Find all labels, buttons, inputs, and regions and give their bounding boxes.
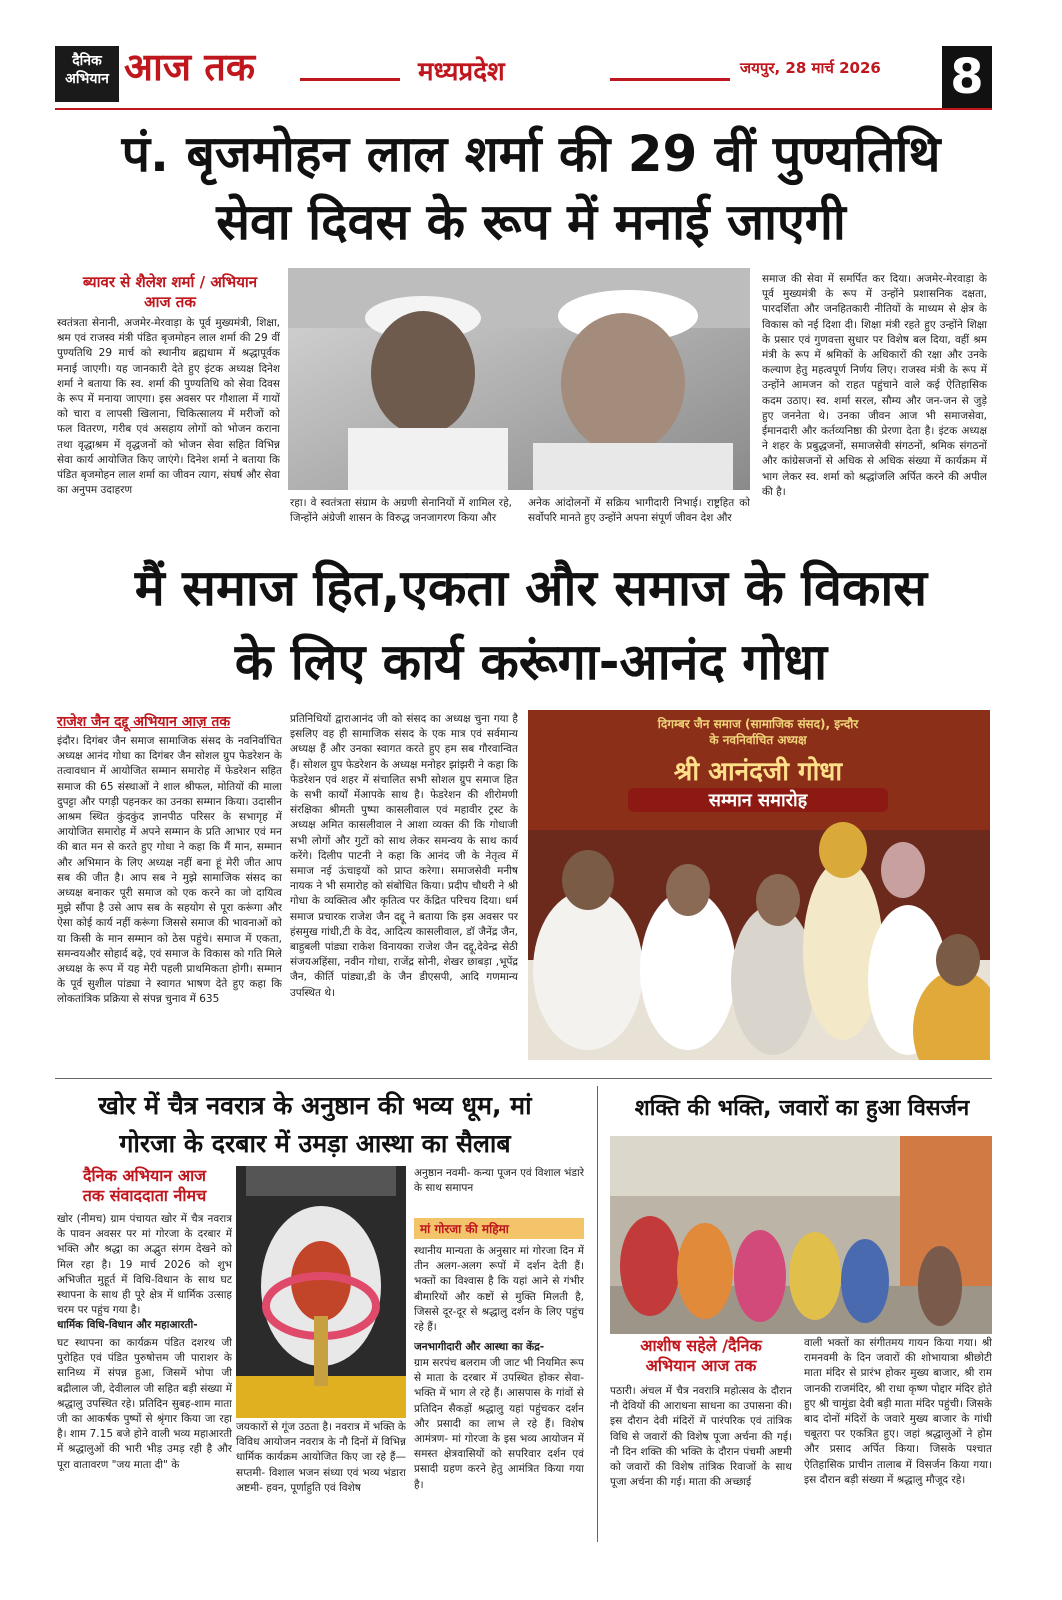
banner-name: श्री आनंदजी गोधा — [673, 757, 843, 787]
story1-byline-line2: आज तक — [144, 293, 196, 311]
story4-col2: वाली भक्तों का संगीतमय गायन किया गया। श्री रामनवमी के दिन जवारों की शोभायात्रा श्रीछोटी माता मंदिर से प्रारंभ होकर मुख्य बाजार, श्री राम जानकी राजमंदिर, श्री राधा कृष्ण पोद्दार मंदिर होते हुए श्री चामुंडा देवी बड़ी माता मंदिर पहुंची। जिसके बाद दोनों मंदिरों के जवारे मुख्य बाजार के गांधी चबूतरा पर एकत्रित हुए। जहां श्रद्धालुओं ने होम और प्रसाद अर्पित किया। जिसके पश्चात ऐतिहासिक प्राचीन तालाब में विसर्जन किया गया। इस दौरान बड़ी संख्या में श्रद्धालु मौजूद रहे। — [804, 1337, 992, 1486]
masthead-rule-left — [300, 78, 400, 81]
story1-photo — [288, 268, 750, 490]
story2-photo — [528, 710, 990, 1060]
story2-headline-line1: मैं समाज हित,एकता और समाज के विकास — [134, 559, 928, 617]
banner-subtitle — [608, 716, 908, 748]
masthead-box-line1: दैनिक — [72, 53, 102, 69]
story4-byline-line1: आशीष सहेले /दैनिक — [640, 1336, 762, 1355]
story3-col1: खोर (नीमच) ग्राम पंचायत खोर में चैत्र नवरात्र के पावन अवसर पर मां गोरजा के दरबार में भक्ति और श्रद्धा का अद्भुत संगम देखने को मिल रहा है। 19 मार्च 2026 को शुभ अभिजीत मुहूर्त में विधि-विधान के साथ घट स्थापना के साथ ही पूरे क्षेत्र में धार्मिक उत्साह चरम पर पहुंच गया है। — [57, 1213, 232, 1316]
story4-photo — [610, 1136, 992, 1334]
story1-col3: अनेक आंदोलनों में सक्रिय भागीदारी निभाई। राष्ट्रहित को सर्वोपरि मानते हुए उन्होंने अपना संपूर्ण जीवन देश और — [528, 497, 750, 525]
banner-event: सम्मान समारोह — [628, 788, 888, 812]
story2-col2: प्रतिनिधियों द्वाराआनंद जी को संसद का अध्यक्ष चुना गया है इसलिए वह ही सामाजिक संसद के एक मात्र एवं सर्वमान्य अध्यक्ष हैं और उनका स्वागत करते हुए हम सब गौरवान्वित हैं। सोशल ग्रुप फेडरेशन के अध्यक्ष मनोहर झांझरी ने कहा कि फेडरेशन एवं शहर में संचालित सभी सोशल ग्रुप समाज हित के सभी कार्यों मेंआपके साथ है। फेडरेशन की शीरोमणी संरक्षिका श्रीमती पुष्पा कासलीवाल एवं महावीर ट्रस्ट के अध्यक्ष अमित कासलीवाल ने आशा व्यक्त की कि गोधाजी सभी लोगों और गुटों को साथ लेकर समन्वय के साथ कार्य करेंगे। दिलीप पाटनी ने कहा कि आनंद जी के नेतृत्व में समाज नई ऊंचाइयों को प्राप्त करेगा। समाजसेवी मनीष नायक ने भी समारोह को संबोधित किया। प्रदीप चौधरी ने श्री गोधा के व्यक्तित्व और कृतित्व पर केंद्रित परिचय दिया। धर्म समाज प्रचारक राजेश जैन दद्दू ने बताया कि इस अवसर पर हंसमुख गांधी,टी के वेद, आदित्य कासलीवाल, डॉ जैनेंद्र जैन, बाहुबली पांड्या राकेश विनायका राजेश जैन दद्दू,देवेन्द्र सेठी संजयअहिंसा, नवीन गोधा, राजेंद्र सोनी, शेखर छाबड़ा ,भूपेंद्र जैन, कीर्ति पांड्या,डी के जैन डीएसपी, आदि गणमान्य उपस्थित थे। — [290, 713, 518, 999]
story3-headline-line2: गोरजा के दरबार में उमड़ा आस्था का सैलाब — [119, 1129, 511, 1158]
story3-subhead2: जनभागीदारी और आस्था का केंद्र- — [414, 1341, 545, 1353]
story1-col4: समाज की सेवा में समर्पित कर दिया। अजमेर-मेरवाड़ा के पूर्व मुख्यमंत्री के रूप में उन्होंने प्रशासनिक दक्षता, पारदर्शिता और जनहितकारी नीतियों के माध्यम से क्षेत्र के विकास को नई दिशा दी। शिक्षा मंत्री रहते हुए उन्होंने शिक्षा के प्रसार एवं गुणवत्ता सुधार पर विशेष बल दिया, वहीं श्रम मंत्री के रूप में श्रमिकों के अधिकारों की रक्षा और उनके कल्याण हेतु महत्वपूर्ण निर्णय लिए। राजस्व मंत्री के रूप में उन्होंने आमजन को राहत पहुंचाने वाले कई ऐतिहासिक कदम उठाए। स्व. शर्मा सरल, सौम्य और जन-जन से जुड़े हुए जननेता थे। उनका जीवन आज भी समाजसेवा, ईमानदारी और कर्तव्यनिष्ठा की प्रेरणा देता है। इंटक अध्यक्ष ने शहर के प्रबुद्धजनों, समाजसेवी संगठनों, श्रमिक संगठनों और कांग्रेसजनों से अधिक से अधिक संख्या में कार्यक्रम में भाग लेकर स्व. शर्मा को श्रद्धांजलि अर्पित करने की अपील की है। — [762, 273, 987, 498]
story1-headline-line2: सेवा दिवस के रूप में मनाई जाएगी — [216, 193, 846, 251]
story2-byline: राजेश जैन दद्दू अभियान आज़ तक — [57, 714, 231, 730]
portrait-photo — [288, 268, 750, 490]
story1-col2: रहा। वे स्वतंत्रता संग्राम के अग्रणी सेनानियों में शामिल रहे, जिन्होंने अंग्रेजी शासन के विरुद्ध जनजागरण किया और — [290, 497, 512, 525]
masthead-underline — [55, 108, 992, 110]
story3-col3a: अनुष्ठान नवमी- कन्या पूजन एवं विशाल भंडारे के साथ समापन — [414, 1167, 584, 1195]
masthead-logo-box — [55, 46, 119, 102]
masthead-box-line2: अभियान — [65, 71, 109, 87]
story1-col1: स्वतंत्रता सेनानी, अजमेर-मेरवाड़ा के पूर्व मुख्यमंत्री, शिक्षा, श्रम एवं राजस्व मंत्री पंडित बृजमोहन लाल शर्मा की 29 वीं पुण्यतिथि 29 मार्च को स्थानीय ब्रह्मधाम में श्रद्धापूर्वक मनाई जाएगी। यह जानकारी देते हुए इंटक अध्यक्ष दिनेश शर्मा ने बताया कि स्व. शर्मा की पुण्यतिथि को सेवा दिवस के रूप में मनाया जाएगा। इस अवसर पर गौशाला में गायों को चारा व लापसी खिलाना, चिकित्सालय में मरीजों को फल वितरण, गरीब एवं असहाय लोगों को भोजन कराना तथा वृद्धाश्रम में वृद्धजनों को भोजन सेवा सहित विभिन्न सेवा कार्य आयोजित किए जाएंगे। दिनेश शर्मा ने बताया कि पंडित बृजमोहन लाल शर्मा का जीवन त्याग, संघर्ष और सेवा का अनुपम उदाहरण — [57, 317, 280, 497]
procession-photo — [610, 1136, 992, 1334]
page-number: 8 — [942, 46, 992, 108]
story1-byline — [60, 272, 280, 312]
story3-photo — [236, 1166, 406, 1418]
story3-subhead1: धार्मिक विधि-विधान और महाआरती- — [57, 1319, 198, 1331]
column-divider — [597, 1086, 598, 1542]
section-divider — [55, 1078, 992, 1079]
banner-line1: दिगम्बर जैन समाज (सामाजिक संसद), इन्दौर — [657, 717, 859, 731]
story3-byline-line2: तक संवाददाता नीमच — [82, 1186, 207, 1205]
story2-col1: इंदौर। दिगंबर जैन समाज सामाजिक संसद के नवनिर्वाचित अध्यक्ष आनंद गोधा का दिगंबर जैन सोशल ग्रुप फेडरेशन के तत्वावधान में आयोजित सम्मान समारोह में फेडरेशन सहित समाज की 65 संस्थाओं ने शाल श्रीफल, मोतियों की माला दुपट्टा और पगड़ी पहनकर का उनका सम्मान किया। उदासीन आश्रम स्थित कुंदकुंद ज्ञानपीठ परिसर के सभागृह में आयोजित समारोह में अपने सम्मान के प्रति आभार एवं मन की बात मन से करते हुए गोधा ने कहा कि मैं मान, सम्मान और अभिमान के लिए अध्यक्ष नहीं बना हूं मेरी जीत आप सब की जीत है। आप सब ने मुझे सामाजिक संसद का अध्यक्ष बनाकर पूरी समाज को एक करने का जो दायित्व मुझे सौंपा है उसे आप सब के सहयोग से पूरा करूंगा और ऐसा कोई कार्य नहीं करूंगा जिससे समाज की भावनाओं को या किसी के मान सम्मान को ठेस पहुंचे। समाज में एकता, समन्वयऔर सोहार्द बढ़े, एवं समाज के विकास को गति मिले अध्यक्ष के रूप में यह मेरी पहली प्राथमिकता होगी। सम्मान के पूर्व सुशील पांड्या ने स्वागत भाषण देते हुए कहा कि लोकतांत्रिक प्रक्रिया से संपन्न चुनाव में 635 — [57, 735, 282, 1006]
story3-byline-line1: दैनिक अभियान आज — [82, 1166, 207, 1185]
story4-byline — [610, 1336, 792, 1376]
banner-line2: के नवनिर्वाचित अध्यक्ष — [709, 733, 807, 747]
story1-byline-line1: ब्यावर से शैलेश शर्मा / अभियान — [82, 273, 258, 291]
story3-col3b: स्थानीय मान्यता के अनुसार मां गोरजा दिन में तीन अलग-अलग रूपों में दर्शन देती हैं। भक्तों का विश्वास है कि यहां आने से गंभीर बीमारियों और कष्टों से मुक्ति मिलती है, जिससे दूर-दूर से श्रद्धालु दर्शन के लिए पहुंच रहे हैं। — [414, 1245, 584, 1334]
goddess-shrine-photo — [236, 1166, 406, 1418]
section-name: मध्यप्रदेश — [418, 57, 505, 87]
story4-col1: पठारी। अंचल में चैत्र नवरात्रि महोत्सव के दौरान नौ देवियों की आराधना साधना का उपासना की। इस दौरान देवी मंदिरों में पारंपरिक एवं तांत्रिक विधि से जवारों की विशेष पूजा अर्चना की गई। नौ दिन शक्ति की भक्ति के दौरान पंचमी अष्टमी को जवारों की विशेष तांत्रिक रिवाजों के साथ पूजा अर्चना की गई। माता की अच्छाई — [610, 1385, 792, 1489]
story3-col1b: घट स्थापना का कार्यक्रम पंडित दशरथ जी पुरोहित एवं पंडित पुरुषोत्तम जी पाराशर के सानिध्य में संपन्न हुआ, जिसमें भोपा जी बद्रीलाल जी, देवीलाल जी सहित बड़ी संख्या में श्रद्धालु उपस्थित रहे। प्रतिदिन सुबह-शाम माता जी का आकर्षक पुष्पों से श्रृंगार किया जा रहा है। शाम 7.15 बजे होने वाली भव्य महाआरती में श्रद्धालुओं की भारी भीड़ उमड़ रही है और पूरा वातावरण "जय माता दी" के — [57, 1337, 232, 1471]
story4-byline-line2: अभियान आज तक — [645, 1356, 757, 1375]
story3-byline — [57, 1166, 232, 1206]
story3-tag: मां गोरजा की महिमा — [414, 1218, 584, 1239]
masthead-rule-right — [610, 78, 730, 81]
story2-headline-line2: के लिए कार्य करूंगा-आनंद गोधा — [234, 633, 828, 691]
story3-col2: जयकारों से गूंज उठता है। नवरात्र में भक्ति के विविध आयोजन नवरात्र के नौ दिनों में विभिन्न धार्मिक कार्यक्रम आयोजित किए जा रहे हैं— सप्तमी- विशाल भजन संध्या एवं भव्य भंडारा अष्टमी- हवन, पूर्णाहुति एवं विशेष — [236, 1421, 406, 1494]
masthead-title: आज तक — [124, 44, 256, 89]
story3-headline-line1: खोर में चैत्र नवरात्र के अनुष्ठान की भव्य धूम, मां — [98, 1091, 532, 1120]
story4-headline: शक्ति की भक्ति, जवारों का हुआ विसर्जन — [634, 1096, 970, 1121]
story1-headline-line1: पं. बृजमोहन लाल शर्मा की 29 वीं पुण्यतिथि — [121, 125, 941, 183]
dateline: जयपुर, 28 मार्च 2026 — [740, 59, 881, 77]
story3-col3c: ग्राम सरपंच बलराम जी जाट भी नियमित रूप से माता के दरबार में उपस्थित होकर सेवा-भक्ति में भाग ले रहे हैं। आसपास के गांवों से प्रतिदिन सैकड़ों श्रद्धालु यहां पहुंचकर दर्शन और प्रसादी का लाभ ले रहे हैं। विशेष आमंत्रण- मां गोरजा के इस भव्य आयोजन में समस्त क्षेत्रवासियों को सपरिवार दर्शन एवं प्रसादी ग्रहण करने हेतु आमंत्रित किया गया है। — [414, 1357, 584, 1491]
